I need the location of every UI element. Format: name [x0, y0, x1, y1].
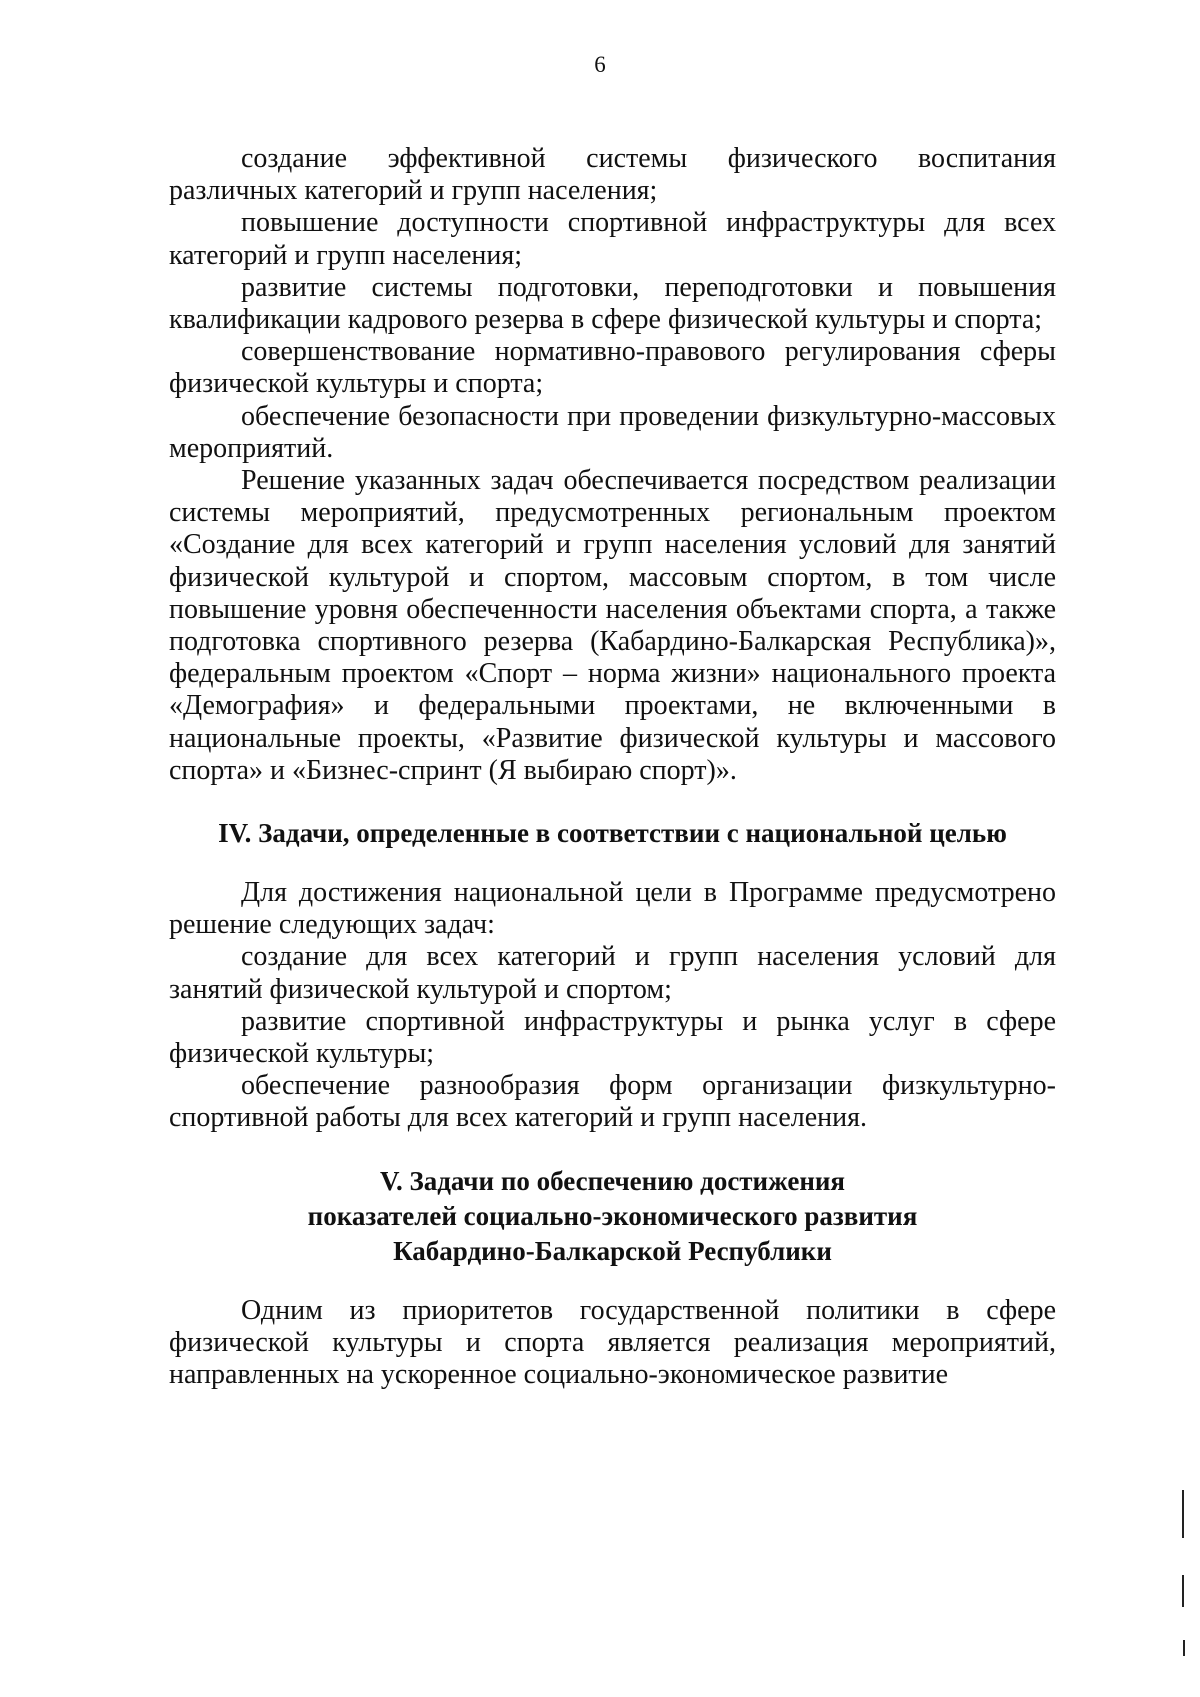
task-item: развитие системы подготовки, переподготовки и повышения квалификации кадрового резерва в сфере физической культуры и спорта; [169, 271, 1056, 336]
scan-edge-mark [1182, 1575, 1184, 1607]
scan-edge-mark [1183, 1640, 1185, 1656]
task-item: совершенствование нормативно-правового регулирования сферы физической культуры и спорта; [169, 336, 1056, 400]
heading-line: Кабардино-Балкарской Республики [393, 1235, 832, 1266]
document-body [169, 143, 1056, 1391]
body-paragraph: Решение указанных задач обеспечивается посредством реализации системы мероприятий, предусмотренных региональным проектом «Создание для всех категорий и групп населения условий для занятий физической культурой и спортом, массовым спортом, в том числе повышение уровня обеспеченности населения объектами спорта, а также подготовка спортивного резерва (Кабардино-Балкарская Республика)», федеральным проектом «Спорт – норма жизни» национального проекта «Демография» и федеральными проектами, не включенными в национальные проекты, «Развитие физической культуры и массового спорта» и «Бизнес-спринт (Я выбираю спорт)». [169, 465, 1056, 786]
heading-line: показателей социально-экономического развития [307, 1200, 918, 1231]
section-heading-iv: IV. Задачи, определенные в соответствии с национальной целью [218, 818, 1007, 849]
task-item: развитие спортивной инфраструктуры и рынка услуг в сфере физической культуры; [169, 1005, 1056, 1070]
heading-line: V. Задачи по обеспечению достижения [379, 1165, 846, 1196]
scan-edge-mark [1182, 1490, 1184, 1538]
page-number: 6 [594, 52, 606, 77]
body-paragraph: Для достижения национальной цели в Программе предусмотрено решение следующих задач: [169, 877, 1056, 941]
task-item: обеспечение разнообразия форм организации физкультурно-спортивной работы для всех категорий и групп населения. [169, 1070, 1056, 1134]
section-heading-v [169, 1164, 1056, 1269]
task-item: создание эффективной системы физического воспитания различных категорий и групп населения; [169, 143, 1056, 207]
task-item: повышение доступности спортивной инфраструктуры для всех категорий и групп населения; [169, 207, 1056, 271]
body-paragraph: Одним из приоритетов государственной политики в сфере физической культуры и спорта является реализация мероприятий, направленных на ускоренное социально-экономическое развитие [169, 1294, 1056, 1391]
task-item: создание для всех категорий и групп населения условий для занятий физической культурой и спортом; [169, 941, 1056, 1005]
task-item: обеспечение безопасности при проведении физкультурно-массовых мероприятий. [169, 400, 1056, 464]
